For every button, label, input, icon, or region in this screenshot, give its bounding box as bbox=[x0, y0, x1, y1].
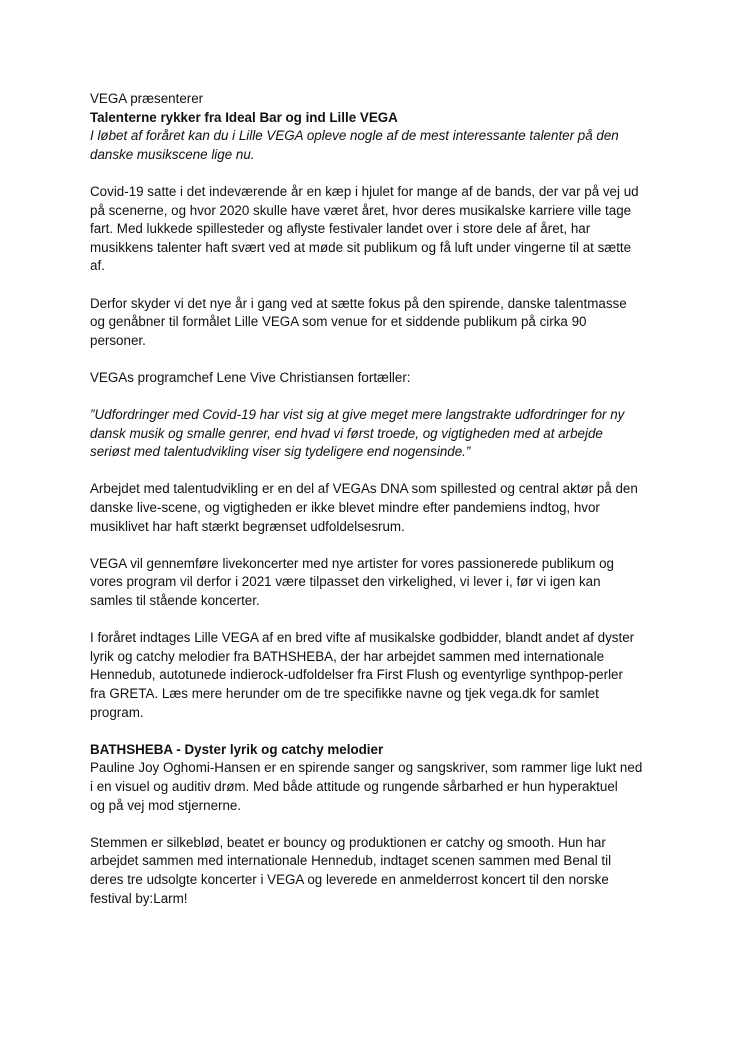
text-line: danske live-scene, og vigtigheden er ikke blevet mindre efter pandemiens indtog, hvor bbox=[90, 500, 600, 516]
text-line: Pauline Joy Oghomi-Hansen er en spirende sanger og sangskriver, som rammer lige lukt ned bbox=[90, 760, 643, 776]
lead-paragraph bbox=[90, 127, 650, 164]
section-bathsheba bbox=[90, 741, 650, 908]
text-line: I foråret indtages Lille VEGA af en bred vifte af musikalske godbidder, blandt andet af dyster bbox=[90, 630, 635, 646]
text-line: musikkens talenter haft svært ved at møde sit publikum og få luft under vingerne til at sætte bbox=[90, 239, 632, 255]
text-line: program. bbox=[90, 704, 144, 720]
text-line: Hennedub, autotunede indierock-udfoldelser fra First Flush og eventyrlige synthpop-perler bbox=[90, 667, 623, 683]
text-line: danske musikscene lige nu. bbox=[90, 146, 255, 162]
document-page bbox=[90, 90, 650, 927]
text-line: Derfor skyder vi det nye år i gang ved at sætte fokus på den spirende, danske talentmasse bbox=[90, 295, 627, 311]
text-line: festival by:Larm! bbox=[90, 890, 188, 906]
text-line: Covid-19 satte i det indeværende år en kæp i hjulet for mange af de bands, der var på vej ud bbox=[90, 183, 639, 199]
bathsheba-details bbox=[90, 834, 650, 908]
presenter-line: VEGA præsenterer bbox=[90, 91, 204, 106]
document-header bbox=[90, 90, 650, 164]
paragraph-live-concerts bbox=[90, 555, 650, 611]
text-line: og på vej mod stjernerne. bbox=[90, 797, 242, 813]
quote-paragraph bbox=[90, 406, 650, 462]
press-title: Talenterne rykker fra Ideal Bar og ind Lille VEGA bbox=[90, 109, 398, 125]
text-line: dansk musik og smalle genrer, end hvad vi først troede, og vigtigheden med at arbejde bbox=[90, 425, 603, 441]
text-line: og genåbner til formålet Lille VEGA som venue for et siddende publikum på cirka 90 bbox=[90, 314, 587, 330]
text-line: musiklivet har haft stærkt begrænset udfoldelsesrum. bbox=[90, 518, 405, 534]
text-line: lyrik og catchy melodier fra BATHSHEBA, der har arbejdet sammen med internationale bbox=[90, 648, 605, 664]
text-line: arbejdet sammen med internationale Hennedub, indtaget scenen sammen med Benal til bbox=[90, 853, 612, 869]
text-line: fart. Med lukkede spillesteder og aflyste festivaler landet over i store dele af året, har bbox=[90, 221, 591, 237]
text-line: på scenerne, og hvor 2020 skulle have været året, hvor deres musikalske karriere ville tage bbox=[90, 202, 632, 218]
text-line: vores program vil derfor i 2021 være tilpasset den virkelighed, vi lever i, før vi igen kan bbox=[90, 574, 601, 590]
paragraph-program-chief bbox=[90, 369, 650, 388]
text-line: af. bbox=[90, 258, 105, 274]
text-line: Stemmen er silkeblød, beatet er bouncy og produktionen er catchy og smooth. Hun har bbox=[90, 834, 606, 850]
paragraph-covid-intro bbox=[90, 183, 650, 276]
text-line: deres tre udsolgte koncerter i VEGA og leverede en anmelderrost koncert til den norske bbox=[90, 871, 609, 887]
bathsheba-intro bbox=[90, 741, 650, 815]
paragraph-talent-focus bbox=[90, 295, 650, 351]
paragraph-talent-dna bbox=[90, 480, 650, 536]
text-line: ”Udfordringer med Covid-19 har vist sig at give meget mere langstrakte udfordringer for ny bbox=[90, 407, 625, 423]
text-line: VEGAs programchef Lene Vive Christiansen fortæller: bbox=[90, 369, 411, 385]
section-heading: BATHSHEBA - Dyster lyrik og catchy melodier bbox=[90, 741, 384, 757]
text-line: i en visuel og auditiv drøm. Med både attitude og rungende sårbarhed er hun hyperaktuel bbox=[90, 778, 618, 794]
text-line: samles til stående koncerter. bbox=[90, 593, 260, 609]
text-line: Arbejdet med talentudvikling er en del af VEGAs DNA som spillested og central aktør på den bbox=[90, 481, 638, 497]
text-line: VEGA vil gennemføre livekoncerter med nye artister for vores passionerede publikum og bbox=[90, 555, 614, 571]
text-line: seriøst med talentudvikling viser sig tydeligere end nogensinde.” bbox=[90, 444, 471, 460]
text-line: I løbet af foråret kan du i Lille VEGA opleve nogle af de mest interessante talenter på den bbox=[90, 128, 619, 144]
paragraph-spring-lineup bbox=[90, 629, 650, 722]
text-line: personer. bbox=[90, 332, 146, 348]
text-line: fra GRETA. Læs mere herunder om de tre specifikke navne og tjek vega.dk for samlet bbox=[90, 686, 599, 701]
